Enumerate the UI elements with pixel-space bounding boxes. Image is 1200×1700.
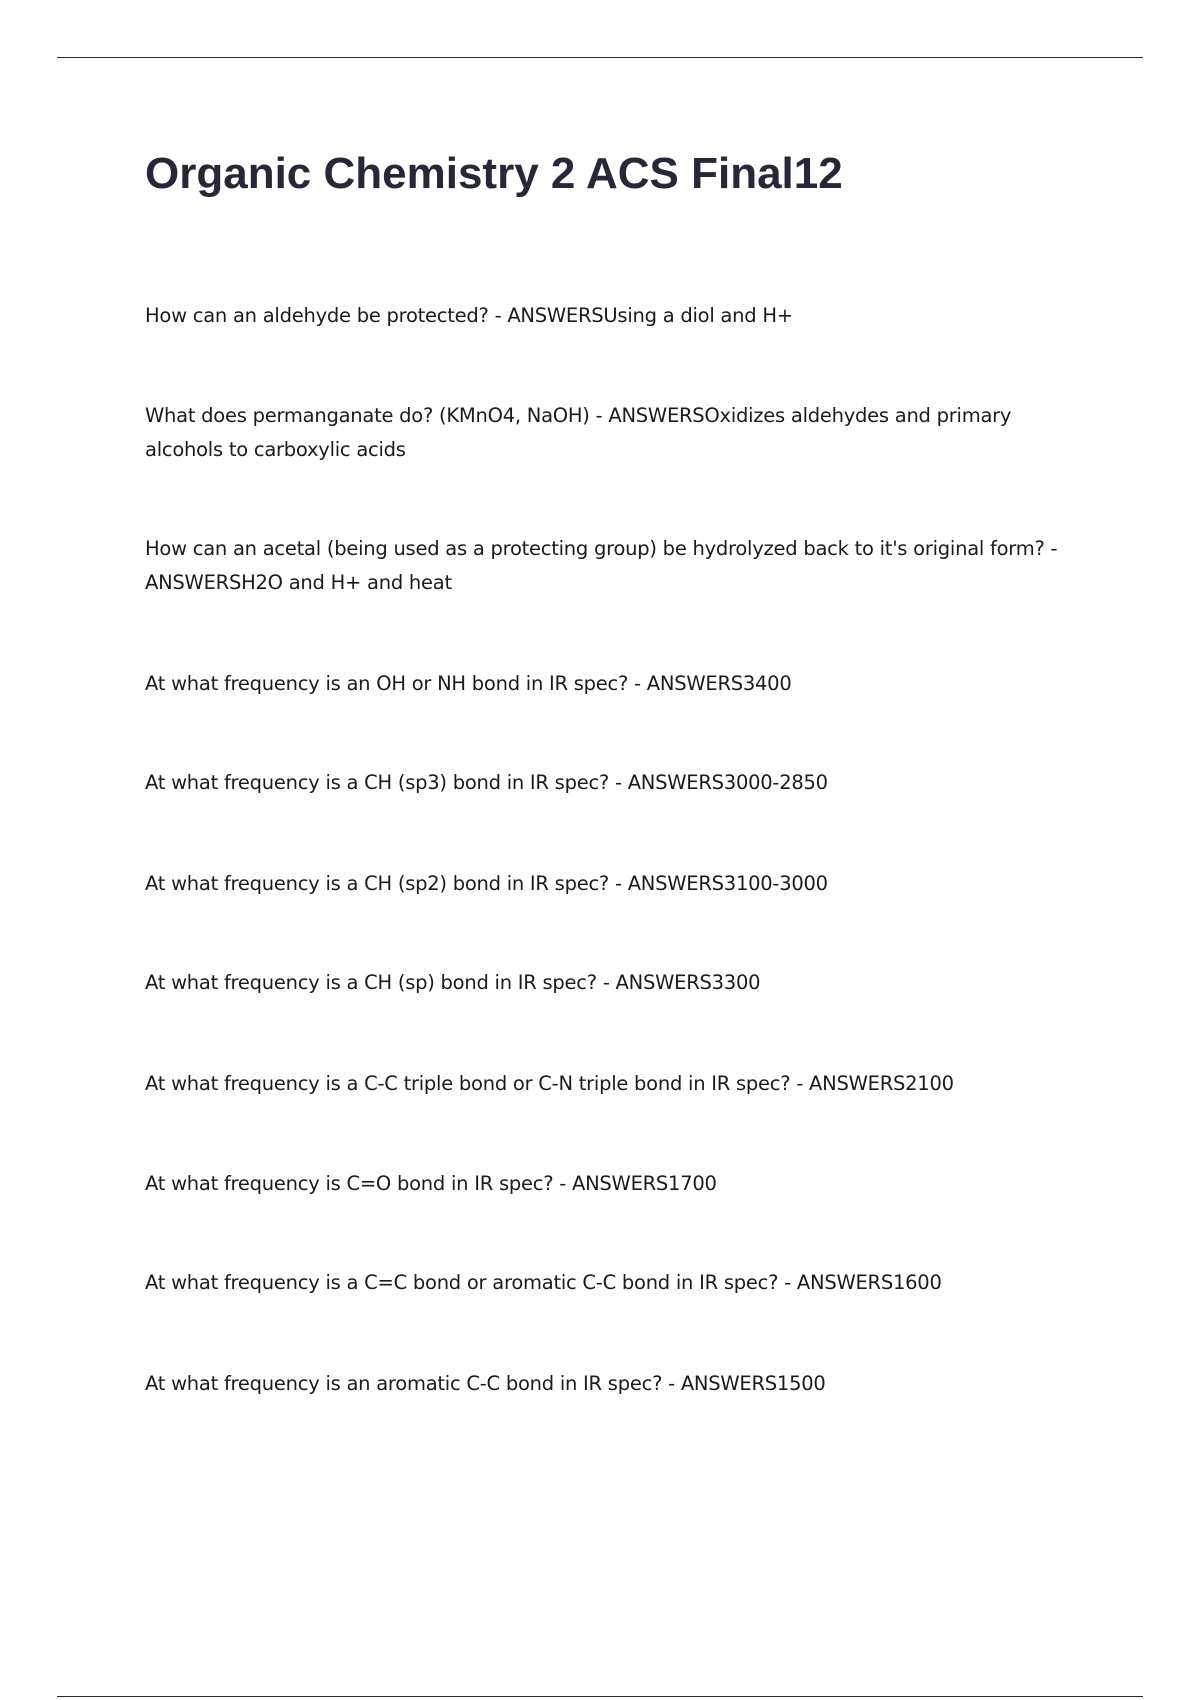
qa-item: At what frequency is C=O bond in IR spec? - ANSWERS1700	[145, 1172, 717, 1195]
qa-item: At what frequency is a CH (sp2) bond in IR spec? - ANSWERS3100-3000	[145, 872, 828, 895]
qa-item: How can an aldehyde be protected? - ANSWERSUsing a diol and H+	[145, 304, 793, 327]
qa-item: At what frequency is a C=C bond or aromatic C-C bond in IR spec? - ANSWERS1600	[145, 1271, 942, 1294]
qa-item: At what frequency is an OH or NH bond in IR spec? - ANSWERS3400	[145, 672, 792, 695]
qa-item: What does permanganate do? (KMnO4, NaOH) - ANSWERSOxidizes aldehydes and primary alcohols to carboxylic acids	[145, 404, 1012, 461]
top-divider	[57, 57, 1143, 58]
qa-item: At what frequency is a CH (sp3) bond in IR spec? - ANSWERS3000-2850	[145, 771, 828, 794]
page-title: Organic Chemistry 2 ACS Final12	[145, 149, 843, 198]
qa-item: At what frequency is a C-C triple bond or C-N triple bond in IR spec? - ANSWERS2100	[145, 1072, 954, 1095]
qa-item: At what frequency is a CH (sp) bond in IR spec? - ANSWERS3300	[145, 971, 761, 994]
qa-item: How can an acetal (being used as a protecting group) be hydrolyzed back to it's original form? - ANSWERSH2O and H+ and heat	[145, 537, 1058, 594]
bottom-divider	[57, 1696, 1143, 1697]
qa-item: At what frequency is an aromatic C-C bond in IR spec? - ANSWERS1500	[145, 1372, 826, 1395]
